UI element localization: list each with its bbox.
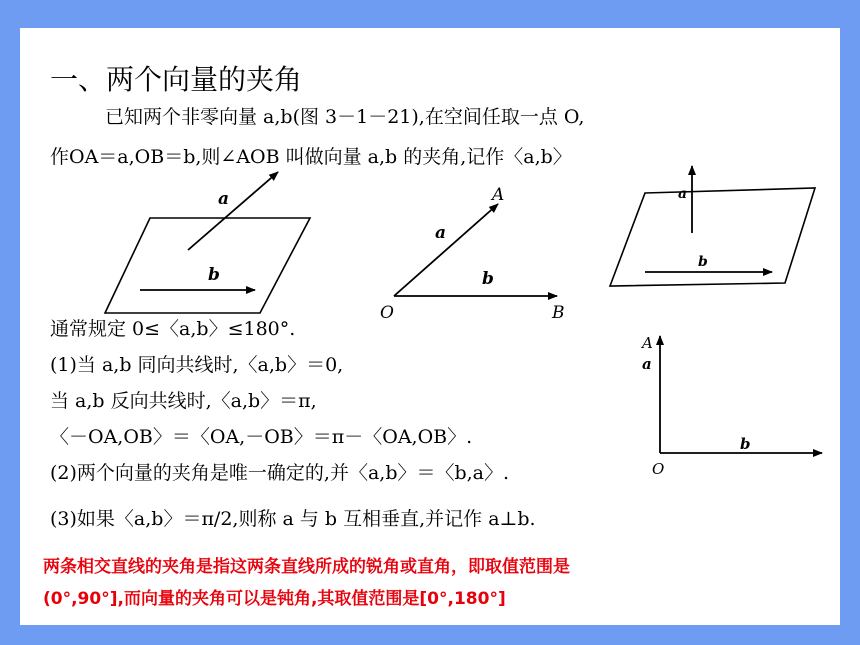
slide <box>20 28 840 625</box>
figure-3 <box>610 166 815 286</box>
paragraph-line-1: 已知两个非零向量 a,b(图 3－1－21),在空间任取一点 O, <box>105 106 585 128</box>
figure-1 <box>105 172 310 313</box>
fig4-label-A: A <box>642 334 653 352</box>
fig2-label-B: B <box>552 303 565 323</box>
fig4-label-a: a <box>642 355 652 373</box>
fig3-label-b: b <box>698 254 708 270</box>
fig4-label-b: b <box>740 435 751 453</box>
fig1-label-b: b <box>208 265 220 285</box>
figure-4 <box>640 334 822 478</box>
fig4-label-O: O <box>652 460 665 478</box>
rule-1a: (1)当 a,b 同向共线时,〈a,b〉＝0, <box>50 354 344 376</box>
rule-3: (3)如果〈a,b〉＝π/2,则称 a 与 b 互相垂直,并记作 a⊥b. <box>50 508 536 530</box>
paragraph-line-2: 作OA＝a,OB＝b,则∠AOB 叫做向量 a,b 的夹角,记作〈a,b〉 <box>50 146 572 168</box>
fig2-label-a: a <box>435 223 447 243</box>
note-line-2: (0°,90°],而向量的夹角可以是钝角,其取值范围是[0°,180°] <box>43 589 506 609</box>
fig3-label-a: a <box>678 186 688 202</box>
fig2-label-b: b <box>482 269 494 289</box>
fig1-label-a: a <box>218 189 230 209</box>
rule-1b: 当 a,b 反向共线时,〈a,b〉＝π, <box>50 390 317 412</box>
vector-a-arrow <box>188 172 278 250</box>
rule-2: (2)两个向量的夹角是唯一确定的,并〈a,b〉＝〈b,a〉. <box>50 462 510 484</box>
fig2-label-O: O <box>380 303 394 323</box>
rule-1c: 〈－OA,OB〉＝〈OA,－OB〉＝π－〈OA,OB〉. <box>50 426 473 448</box>
note-line-1: 两条相交直线的夹角是指这两条直线所成的锐角或直角，即取值范围是 <box>43 557 570 577</box>
fig2-label-A: A <box>492 185 505 205</box>
rule-intro: 通常规定 0≤〈a,b〉≤180°. <box>50 318 296 340</box>
figure-2 <box>380 185 565 323</box>
slide-title: 一、两个向量的夹角 <box>50 63 303 96</box>
